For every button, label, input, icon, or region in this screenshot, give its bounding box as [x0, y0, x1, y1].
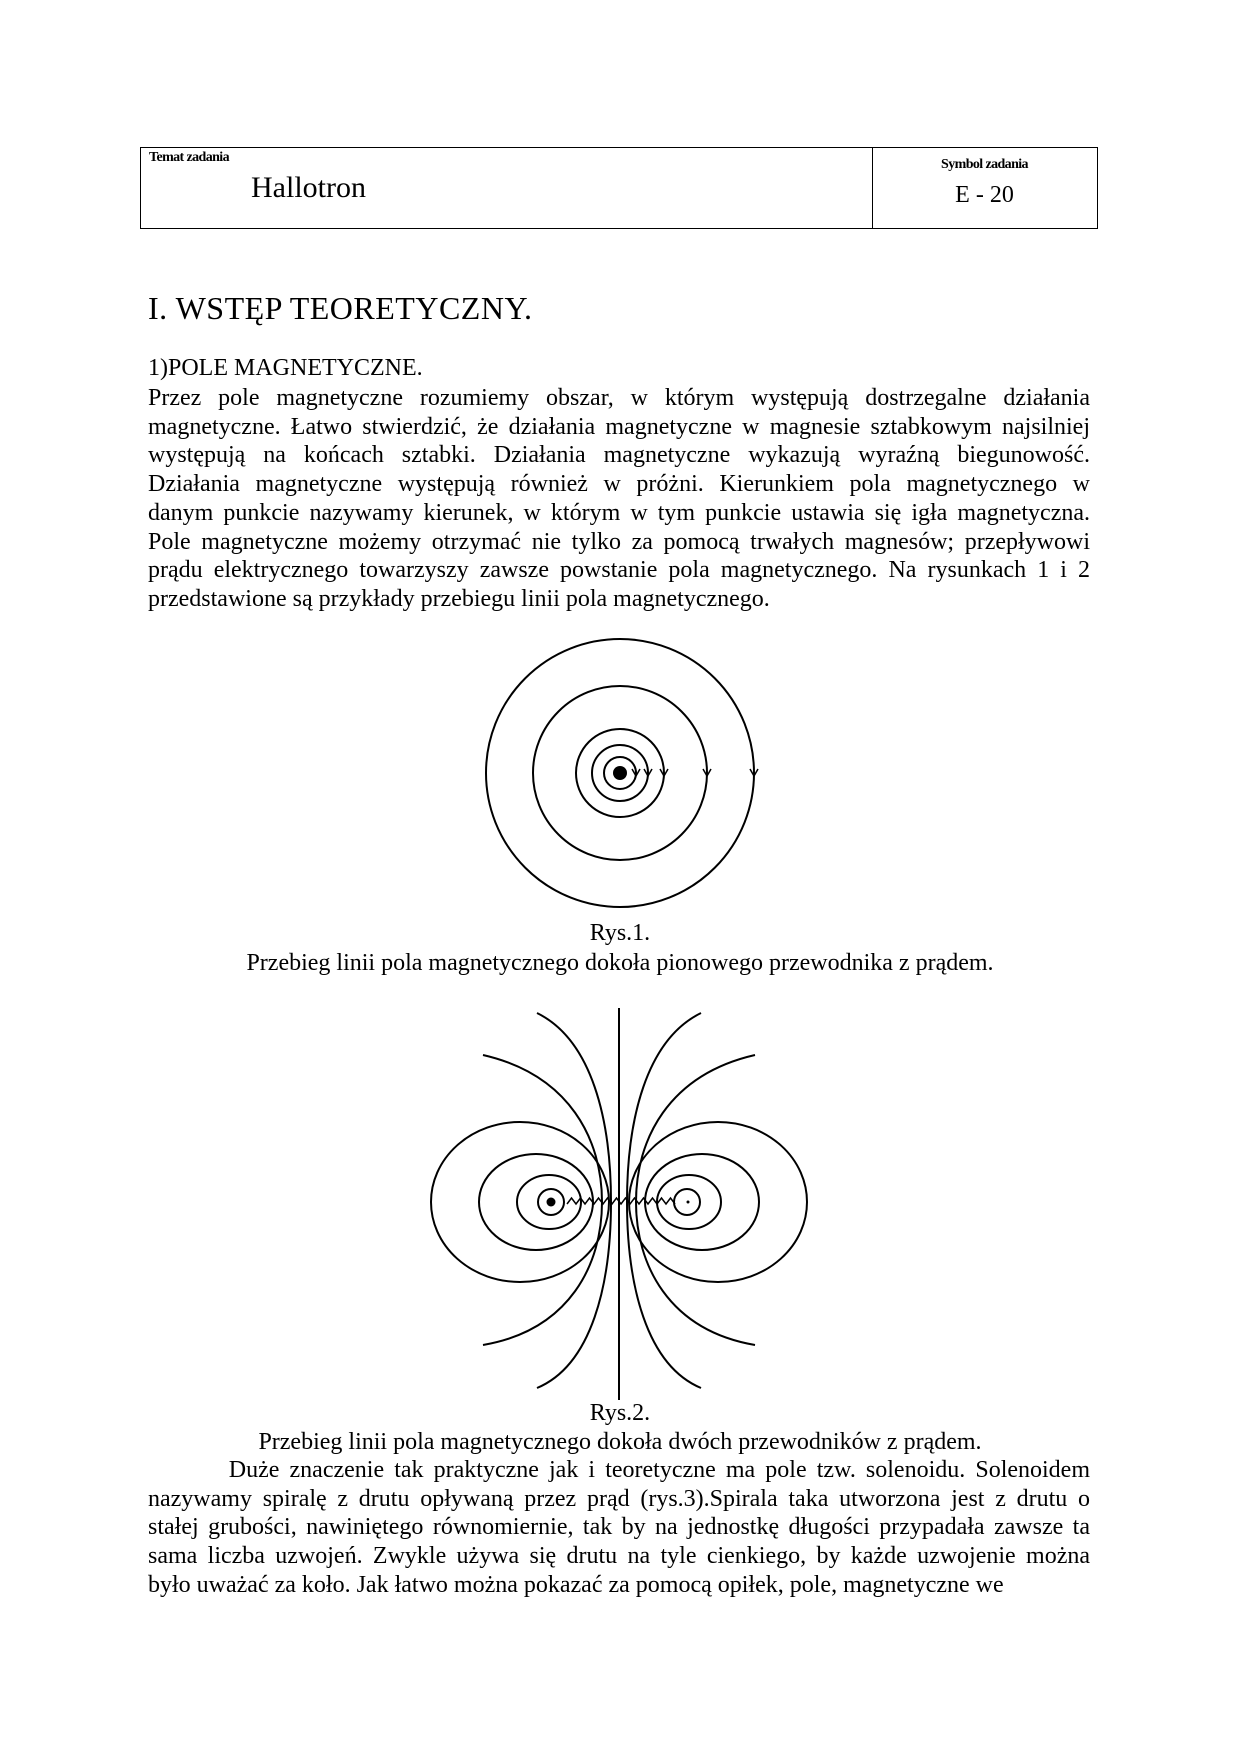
text-line: sama liczba uzwojeń. Zwykle używa się drutu na tyle cienkiego, by każde uzwojenie można	[148, 1543, 1090, 1570]
text-line: Działania magnetyczne występują również w próżni. Kierunkiem pola magnetycznego w	[148, 471, 1090, 498]
figure-2-label: Rys.2.	[589, 1400, 651, 1426]
figure-2-caption: Przebieg linii pola magnetycznego dokoła dwóch przewodników z prądem.	[258, 1429, 982, 1455]
field-line-open	[483, 1055, 602, 1345]
symbol-value: E - 20	[955, 182, 1014, 208]
text-line: prądu elektrycznego towarzyszy zawsze powstanie pola magnetycznego. Na rysunkach 1 i 2	[148, 557, 1090, 584]
text-line: Pole magnetyczne możemy otrzymać nie tylko za pomocą trwałych magnesów; przepływowi	[148, 528, 1090, 555]
zigzag-arrows	[567, 1198, 675, 1204]
text-line: występują na końcach sztabki. Działania magnetyczne wykazują wyraźną biegunowość.	[148, 442, 1090, 469]
text-line: danym punkcie nazywamy kierunek, w którym w tym punkcie ustawia się igła magnetyczna.	[148, 499, 1090, 526]
text-line: Duże znaczenie tak praktyczne jak i teoretyczne ma pole tzw. solenoidu. Solenoidem	[148, 1457, 1090, 1483]
subsection-heading: 1)POLE MAGNETYCZNE.	[148, 355, 423, 381]
text-line: magnetyczne. Łatwo stwierdzić, że działania magnetyczne w magnesie sztabkowym najsilniej	[148, 413, 1090, 440]
figure-1-label: Rys.1.	[589, 920, 651, 946]
text-line: nazywamy spiralę z drutu opływaną przez prąd (rys.3).Spirala taka utworzona jest z drutu o	[148, 1485, 1090, 1512]
text-line: było uważać za koło. Jak łatwo można pokazać za pomocą opiłek, pole, magnetyczne we	[148, 1571, 1004, 1598]
text-line: Przez pole magnetyczne rozumiemy obszar, w którym występują dostrzegalne działania	[148, 385, 1090, 411]
symbol-label: Symbol zadania	[941, 157, 1028, 172]
conductor-dot-in	[687, 1201, 690, 1204]
figure-1-caption: Przebieg linii pola magnetycznego dokoła pionowego przewodnika z prądem.	[246, 950, 994, 976]
topic-label: Temat zadania	[149, 150, 229, 165]
field-line-loop	[431, 1122, 609, 1282]
conductor-dot-out	[547, 1198, 556, 1207]
field-line-loop	[645, 1154, 759, 1250]
field-line-loop	[479, 1154, 593, 1250]
text-line: stałej grubości, nawiniętego równomiernie, tak by na jednostkę długości przypadała zawsze ta	[148, 1514, 1090, 1541]
text-line: przedstawione są przykłady przebiegu linii pola magnetycznego.	[148, 585, 770, 612]
topic-title: Hallotron	[251, 171, 366, 204]
section-heading: I. WSTĘP TEORETYCZNY.	[148, 290, 533, 326]
